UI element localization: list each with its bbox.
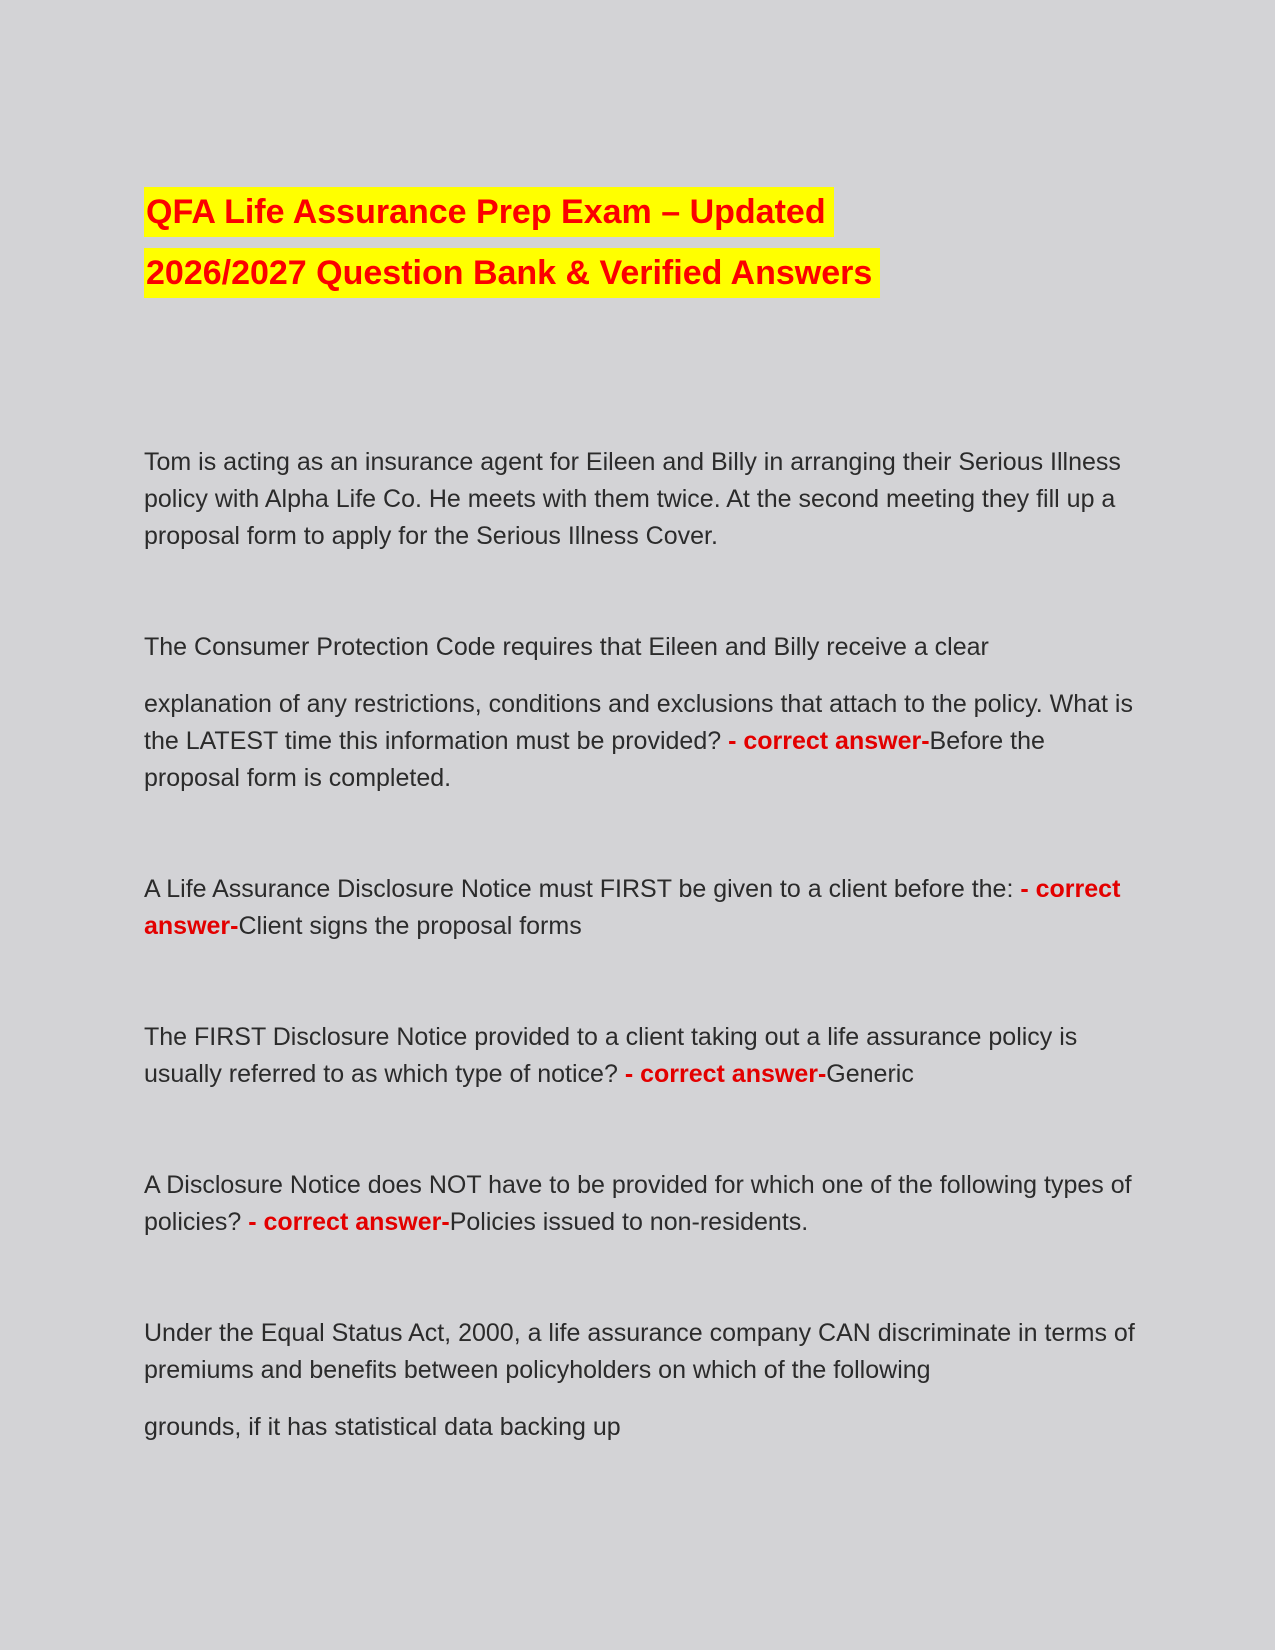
question-paragraph bbox=[144, 1019, 1144, 1093]
question-text: A Disclosure Notice does NOT have to be provided for which one of the following types of policies? bbox=[144, 1171, 1132, 1236]
correct-answer-label: - correct answer- bbox=[728, 727, 930, 755]
answer-text: Policies issued to non-residents. bbox=[449, 1208, 809, 1236]
document-title bbox=[144, 182, 1144, 304]
document-content bbox=[144, 0, 1144, 1520]
title-highlight: 2026/2027 Question Bank & Verified Answers bbox=[144, 248, 880, 298]
question-paragraph bbox=[144, 686, 1144, 797]
question-paragraph bbox=[144, 444, 1144, 555]
answer-text: Generic bbox=[826, 1060, 914, 1088]
correct-answer-label: - correct answer- bbox=[624, 1060, 827, 1088]
title-highlight: QFA Life Assurance Prep Exam – Updated bbox=[144, 187, 834, 237]
question-paragraph bbox=[144, 1167, 1144, 1241]
correct-answer-label: - correct answer- bbox=[144, 875, 1121, 940]
question-text: The FIRST Disclosure Notice provided to a client taking out a life assurance policy is usually referred to as which type of notice? bbox=[144, 1023, 1078, 1088]
answer-text: Client signs the proposal forms bbox=[238, 912, 582, 940]
question-text: Tom is acting as an insurance agent for Eileen and Billy in arranging their Serious Illness policy with Alpha Life Co. He meets with them twice. At the second meeting they fill up a proposal form to apply for the Serious Illness Cover. bbox=[144, 448, 1121, 550]
question-text: A Life Assurance Disclosure Notice must FIRST be given to a client before the: bbox=[144, 875, 1021, 903]
question-paragraph bbox=[144, 871, 1144, 945]
question-text: The Consumer Protection Code requires that Eileen and Billy receive a clear bbox=[144, 633, 989, 661]
document-body bbox=[144, 444, 1144, 1446]
question-text: grounds, if it has statistical data backing up bbox=[144, 1413, 621, 1441]
question-text: Under the Equal Status Act, 2000, a life assurance company CAN discriminate in terms of premiums and benefits between policyholders on which of the following bbox=[144, 1319, 1135, 1384]
question-paragraph bbox=[144, 1315, 1144, 1389]
document-title-line-1 bbox=[144, 182, 1144, 243]
answer-text: Before the proposal form is completed. bbox=[144, 727, 1045, 792]
question-paragraph bbox=[144, 1409, 1144, 1446]
question-paragraph bbox=[144, 629, 1144, 666]
question-text: explanation of any restrictions, conditions and exclusions that attach to the policy. What is the LATEST time this information must be provided? bbox=[144, 690, 1133, 755]
document-title-line-2 bbox=[144, 243, 1144, 304]
correct-answer-label: - correct answer- bbox=[248, 1208, 450, 1236]
